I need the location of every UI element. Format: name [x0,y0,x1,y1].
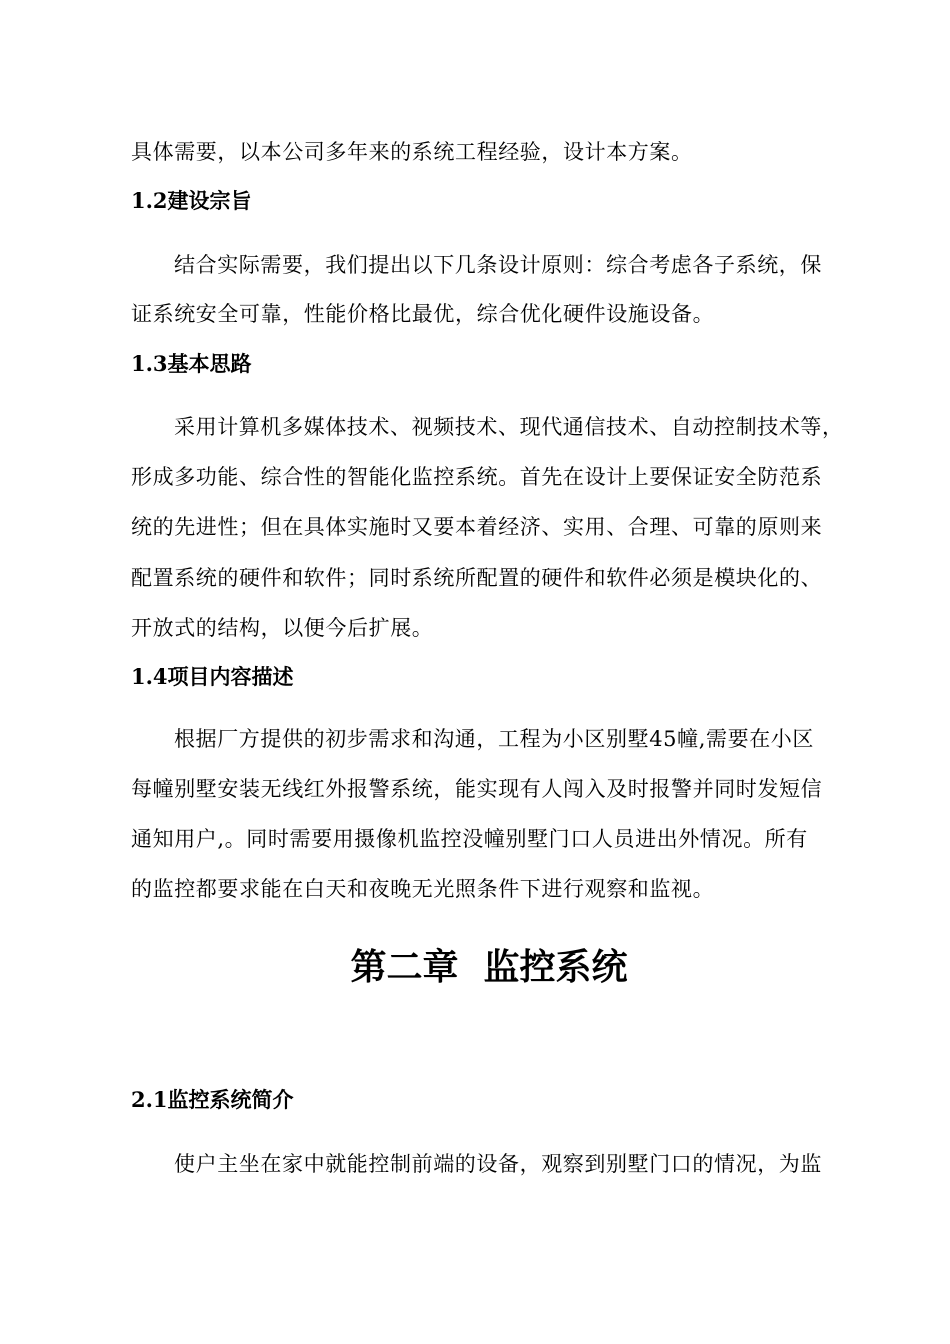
section-heading-2-1: 2.1监控系统简介 [131,1087,294,1112]
paragraph-line: 形成多功能、综合性的智能化监控系统。首先在设计上要保证安全防范系 [131,465,823,489]
chapter-title: 第二章 监控系统 [350,946,628,988]
paragraph-line: 配置系统的硬件和软件；同时系统所配置的硬件和软件必须是模块化的、 [131,566,823,590]
paragraph-line: 根据厂方提供的初步需求和沟通，工程为小区别墅45幢,需要在小区 [174,727,814,751]
paragraph-line: 使户主坐在家中就能控制前端的设备，观察到别墅门口的情况，为监 [174,1152,822,1176]
paragraph-line: 的监控都要求能在白天和夜晚无光照条件下进行观察和监视。 [131,877,715,901]
paragraph-line: 通知用户,。同时需要用摄像机监控没幢别墅门口人员进出外情况。所有 [131,827,808,851]
paragraph-line: 结合实际需要，我们提出以下几条设计原则：综合考虑各子系统，保 [174,253,822,277]
paragraph-line: 开放式的结构，以便今后扩展。 [131,616,434,640]
paragraph-line: 每幢别墅安装无线红外报警系统，能实现有人闯入及时报警并同时发短信 [131,777,823,801]
paragraph-line: 具体需要，以本公司多年来的系统工程经验，设计本方案。 [131,140,693,164]
paragraph-line: 采用计算机多媒体技术、视频技术、现代通信技术、自动控制技术等， [174,415,844,439]
paragraph-line: 统的先进性；但在具体实施时又要本着经济、实用、合理、可靠的原则来 [131,515,823,539]
section-heading-1-4: 1.4项目内容描述 [131,664,294,689]
section-heading-1-3: 1.3基本思路 [131,351,252,376]
section-heading-1-2: 1.2建设宗旨 [131,188,252,213]
paragraph-line: 证系统安全可靠，性能价格比最优，综合优化硬件设施设备。 [131,302,715,326]
